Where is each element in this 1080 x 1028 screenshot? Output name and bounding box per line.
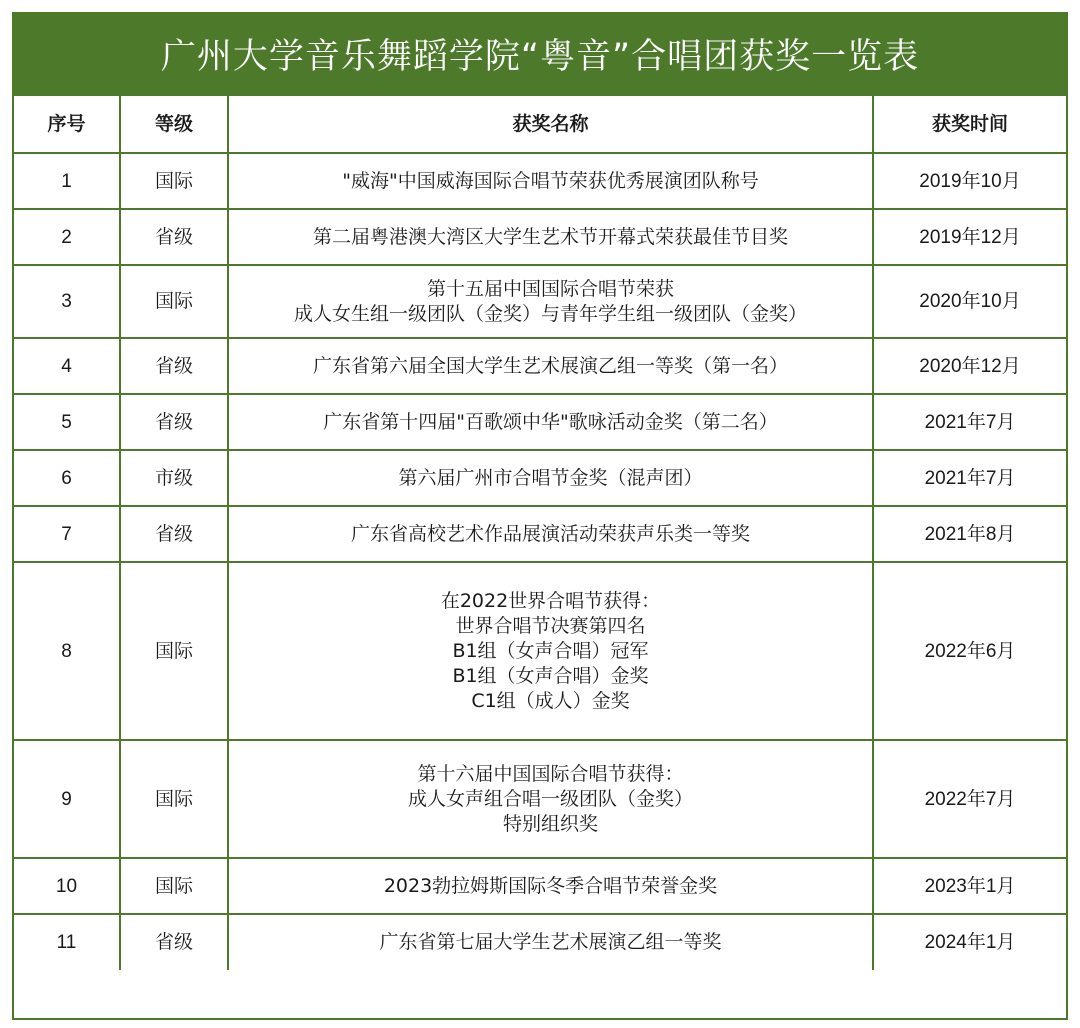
award-name-line: 第六届广州市合唱节金奖（混声团） (398, 466, 703, 489)
row-award-name (228, 506, 873, 562)
row-number: 1 (14, 153, 120, 209)
row-time: 2022年7月 (873, 740, 1066, 858)
table-row (14, 209, 1066, 265)
row-award-name (228, 858, 873, 914)
table-row (14, 506, 1066, 562)
award-name-line: 第二届粤港澳大湾区大学生艺术节开幕式荣获最佳节目奖 (312, 225, 788, 248)
row-level: 国际 (120, 265, 228, 338)
award-name-line: 广东省第七届大学生艺术展演乙组一等奖 (379, 931, 722, 953)
row-level: 省级 (120, 914, 228, 970)
award-name-line: 2023勃拉姆斯国际冬季合唱节荣誉金奖 (383, 874, 718, 897)
row-award-name (228, 338, 873, 394)
header-name: 获奖名称 (228, 96, 873, 153)
row-time: 2022年6月 (873, 562, 1066, 740)
table-row (14, 153, 1066, 209)
table-row (14, 740, 1066, 858)
award-name-line: 第十五届中国国际合唱节荣获 (426, 277, 674, 300)
award-name-line: 第十六届中国国际合唱节获得： (417, 762, 684, 785)
header-level: 等级 (120, 96, 228, 153)
row-number: 2 (14, 209, 120, 265)
row-level: 省级 (120, 506, 228, 562)
row-number: 3 (14, 265, 120, 338)
award-name-line: C1组（成人）金奖 (471, 689, 630, 712)
row-award-name (228, 209, 873, 265)
row-award-name (228, 450, 873, 506)
row-number: 9 (14, 740, 120, 858)
row-number: 8 (14, 562, 120, 740)
table-row (14, 450, 1066, 506)
award-name-line: 成人女声组合唱一级团队（金奖） (407, 787, 693, 810)
row-time: 2019年12月 (873, 209, 1066, 265)
row-time: 2021年7月 (873, 450, 1066, 506)
row-award-name (228, 394, 873, 450)
award-name-line: 广东省第十四届"百歌颂中华"歌咏活动金奖（第二名） (323, 410, 778, 433)
row-number: 4 (14, 338, 120, 394)
awards-table-sheet (12, 12, 1068, 1020)
award-name-line: "威海"中国威海国际合唱节荣获优秀展演团队称号 (342, 169, 759, 192)
row-time: 2020年10月 (873, 265, 1066, 338)
table-row (14, 562, 1066, 740)
row-level: 省级 (120, 338, 228, 394)
table-row (14, 265, 1066, 338)
award-name-line: 广东省第六届全国大学生艺术展演乙组一等奖（第一名） (312, 354, 788, 377)
row-award-name (228, 562, 873, 740)
table-title: 广州大学音乐舞蹈学院“粤音”合唱团获奖一览表 (14, 14, 1066, 96)
header-row (14, 96, 1066, 153)
row-number: 7 (14, 506, 120, 562)
table-row (14, 858, 1066, 914)
row-time: 2019年10月 (873, 153, 1066, 209)
row-award-name (228, 153, 873, 209)
row-level: 省级 (120, 209, 228, 265)
row-number: 6 (14, 450, 120, 506)
row-award-name (228, 740, 873, 858)
row-time: 2023年1月 (873, 858, 1066, 914)
header-no: 序号 (14, 96, 120, 153)
awards-table (14, 96, 1066, 970)
award-name-line: 特别组织奖 (502, 812, 598, 835)
award-name-line: B1组（女声合唱）金奖 (452, 664, 649, 687)
row-time: 2021年7月 (873, 394, 1066, 450)
row-number: 5 (14, 394, 120, 450)
header-time: 获奖时间 (873, 96, 1066, 153)
table-row (14, 914, 1066, 970)
row-award-name (228, 265, 873, 338)
row-level: 国际 (120, 153, 228, 209)
row-level: 省级 (120, 394, 228, 450)
row-number: 10 (14, 858, 120, 914)
table-row (14, 338, 1066, 394)
award-name-line: B1组（女声合唱）冠军 (452, 639, 649, 662)
award-name-line: 世界合唱节决赛第四名 (455, 614, 646, 637)
award-name-line: 在2022世界合唱节获得： (440, 589, 661, 612)
award-name-line: 成人女生组一级团队（金奖）与青年学生组一级团队（金奖） (293, 302, 807, 325)
row-level: 国际 (120, 740, 228, 858)
row-level: 国际 (120, 858, 228, 914)
row-time: 2024年1月 (873, 914, 1066, 970)
row-award-name (228, 914, 873, 970)
row-time: 2021年8月 (873, 506, 1066, 562)
row-level: 市级 (120, 450, 228, 506)
row-number: 11 (14, 914, 120, 970)
table-row (14, 394, 1066, 450)
award-name-line: 广东省高校艺术作品展演活动荣获声乐类一等奖 (350, 522, 750, 545)
row-time: 2020年12月 (873, 338, 1066, 394)
table-body (14, 153, 1066, 970)
row-level: 国际 (120, 562, 228, 740)
